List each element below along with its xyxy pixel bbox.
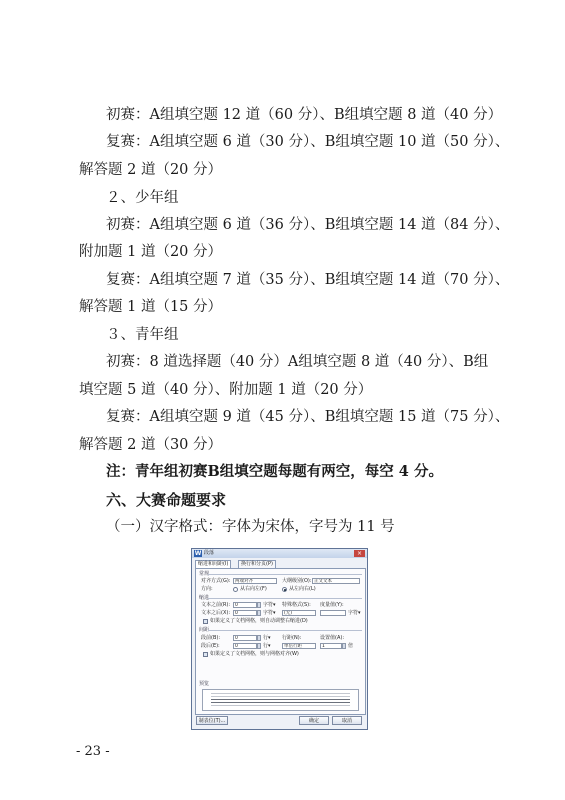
unit-label: 字符▾	[348, 610, 361, 616]
tab-line-page-breaks: 换行和分页(P)	[238, 560, 276, 568]
section-label-youth: ３、青年组	[106, 327, 179, 343]
dialog-title: 段落	[204, 550, 215, 556]
text-line: 填空题 5 道（40 分）、附加题 1 道（20 分）	[79, 382, 373, 398]
unit-label: 字符▾	[263, 602, 276, 608]
line-spacing-select: 单倍行距	[282, 643, 316, 649]
text-line: 初赛：A组填空题 6 道（36 分）、B组填空题 14 道（84 分）、	[106, 217, 510, 233]
auto-indent-label: 如果定义了文档网格，则自动调整右缩进(D)	[210, 618, 308, 624]
unit-label: 字符▾	[263, 610, 276, 616]
space-after-input: 0	[233, 643, 257, 649]
preview-line	[211, 696, 350, 697]
alignment-select: 两端对齐	[233, 578, 277, 584]
note-text: 注：青年组初赛B组填空题每题有两空，每空 4 分。	[106, 463, 443, 480]
after-text-label: 文本之后(X):	[201, 610, 231, 616]
ltr-label: 从左向右(L)	[289, 586, 316, 592]
preview-line	[211, 705, 350, 706]
alignment-label: 对齐方式(G):	[201, 578, 231, 584]
section-label-junior: ２、少年组	[106, 190, 179, 206]
space-before-input: 0	[233, 635, 257, 641]
spinner	[257, 635, 261, 641]
ltr-radio	[282, 587, 287, 592]
preview-line	[211, 699, 350, 700]
dialog-titlebar	[192, 549, 367, 558]
text-line: 初赛：8 道选择题（40 分）A组填空题 8 道（40 分）、B组	[106, 354, 489, 370]
measure-input	[320, 610, 346, 616]
direction-label: 方向:	[201, 586, 213, 592]
text-line: 解答题 2 道（30 分）	[79, 437, 223, 453]
preview-line	[211, 693, 350, 694]
rtl-label: 从右向左(F)	[240, 586, 267, 592]
text-line: 复赛：A组填空题 6 道（30 分）、B组填空题 10 道（50 分）、	[106, 134, 510, 150]
text-line: 初赛：A组填空题 12 道（60 分）、B组填空题 8 道（40 分）	[106, 107, 503, 123]
subsection-text: （一）汉字格式：字体为宋体，字号为 11 号	[106, 519, 395, 535]
before-text-input: 0	[233, 602, 257, 608]
tabs-button: 制表位(T)...	[196, 716, 228, 725]
paragraph-dialog-screenshot	[191, 548, 368, 730]
divider	[208, 598, 362, 599]
snap-grid-label: 如果定义了文档网格，则与网格对齐(W)	[210, 651, 299, 657]
text-line: 附加题 1 道（20 分）	[79, 244, 223, 260]
line-spacing-label: 行距(N):	[282, 635, 302, 641]
tab-indent-spacing: 缩进和间距(I)	[195, 560, 231, 568]
after-text-input: 0	[233, 610, 257, 616]
preview-section-label: 预览	[199, 681, 210, 687]
times-label: 倍	[348, 643, 354, 649]
text-line: 复赛：A组填空题 7 道（35 分）、B组填空题 14 道（70 分）、	[106, 272, 510, 288]
rtl-radio	[233, 587, 238, 592]
set-value-input: 1	[320, 643, 342, 649]
close-icon: ×	[354, 550, 365, 557]
auto-indent-checkbox	[203, 619, 208, 624]
divider	[208, 630, 362, 631]
before-text-label: 文本之前(R):	[201, 602, 231, 608]
space-after-label: 段后(E):	[201, 643, 220, 649]
unit-label: 行▾	[263, 635, 271, 641]
text-line: 复赛：A组填空题 9 道（45 分）、B组填空题 15 道（75 分）、	[106, 409, 510, 425]
outline-level-select: 正文文本	[312, 578, 360, 584]
text-line: 解答题 1 道（15 分）	[79, 299, 223, 315]
cancel-button: 取消	[332, 716, 362, 725]
measure-label: 度量值(Y):	[320, 602, 344, 608]
preview-box	[202, 689, 359, 711]
wps-logo-icon: W	[194, 550, 202, 557]
set-value-label: 设置值(A):	[320, 635, 345, 641]
preview-line	[211, 702, 350, 703]
spacing-section-label: 间距	[199, 627, 210, 633]
spinner	[257, 610, 261, 616]
ok-button: 确定	[299, 716, 329, 725]
page-number: - 23 -	[76, 744, 110, 759]
spinner	[257, 643, 261, 649]
unit-label: 行▾	[263, 643, 271, 649]
spinner	[257, 602, 261, 608]
dialog-panel	[195, 568, 366, 715]
snap-grid-checkbox	[203, 652, 208, 657]
outline-level-label: 大纲级别(O):	[282, 578, 312, 584]
section-heading: 六、大赛命题要求	[106, 491, 227, 509]
divider	[208, 574, 362, 575]
special-format-label: 特殊格式(S):	[282, 602, 311, 608]
spinner	[342, 643, 346, 649]
space-before-label: 段前(B):	[201, 635, 221, 641]
general-section-label: 常规	[199, 571, 210, 577]
indent-section-label: 缩进	[199, 595, 210, 601]
text-line: 解答题 2 道（20 分）	[79, 162, 223, 178]
special-format-select: (无)	[282, 610, 316, 616]
